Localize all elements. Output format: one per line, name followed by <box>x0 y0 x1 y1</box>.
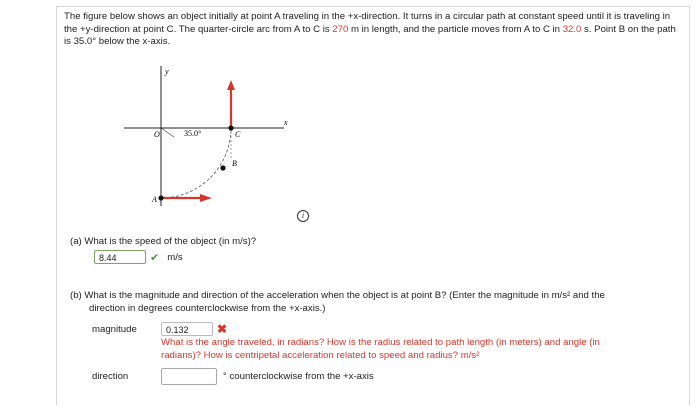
direction-input[interactable] <box>161 368 217 385</box>
direction-unit: ° counterclockwise from the +x-axis <box>223 371 374 382</box>
arc-length-value: 270 <box>332 23 349 35</box>
origin-label: O <box>154 130 160 139</box>
point-c-dot <box>228 125 233 130</box>
magnitude-label: magnitude <box>92 323 137 335</box>
speed-unit: m/s <box>167 251 183 263</box>
magnitude-input[interactable]: 0.132 <box>161 322 213 336</box>
direction-label: direction <box>92 371 129 382</box>
x-axis-label: x <box>284 118 288 127</box>
part-a-question: (a) What is the speed of the object (in m/s)? <box>70 236 257 247</box>
part-a-answer-row <box>94 250 183 264</box>
time-value: 32.0 <box>562 23 582 35</box>
hint-text: What is the angle traveled, in radians? How is the radius related to path length (in meters) and angle (in radians)? How is centripetal acceleration related to speed and radius? m/s² <box>161 337 600 361</box>
point-a-label: A <box>152 195 157 204</box>
point-a-dot <box>158 195 163 200</box>
speed-input[interactable]: 8.44 <box>94 250 146 264</box>
circular-path-figure <box>116 60 316 215</box>
angle-label: 35.0° <box>184 129 202 138</box>
y-axis-label: y <box>165 67 169 76</box>
part-b-question: (b) What is the magnitude and direction of the acceleration when the object is at point B? (Enter the magnitude in m/s² and the direction in degrees counterclockwise from the +x-axis.) <box>70 290 605 314</box>
check-icon: ✔ <box>150 251 160 264</box>
point-b-dot <box>220 165 225 170</box>
info-icon[interactable]: i <box>297 210 309 222</box>
magnitude-row <box>92 322 227 336</box>
incorrect-icon: ✖ <box>217 322 228 336</box>
point-c-label: C <box>235 130 241 139</box>
point-b-label: B <box>232 159 237 168</box>
direction-row <box>92 368 374 385</box>
problem-statement: The figure below shows an object initially at point A traveling in the +x-direction. It turns in a circular path at constant speed until it is traveling in the +y-direction at point C. The quarter-circle arc from A to C is 270 m in length, and the particle moves from A to C in 32.0 s. Point B on the path is 35.0° below the x-axis. <box>64 11 676 48</box>
